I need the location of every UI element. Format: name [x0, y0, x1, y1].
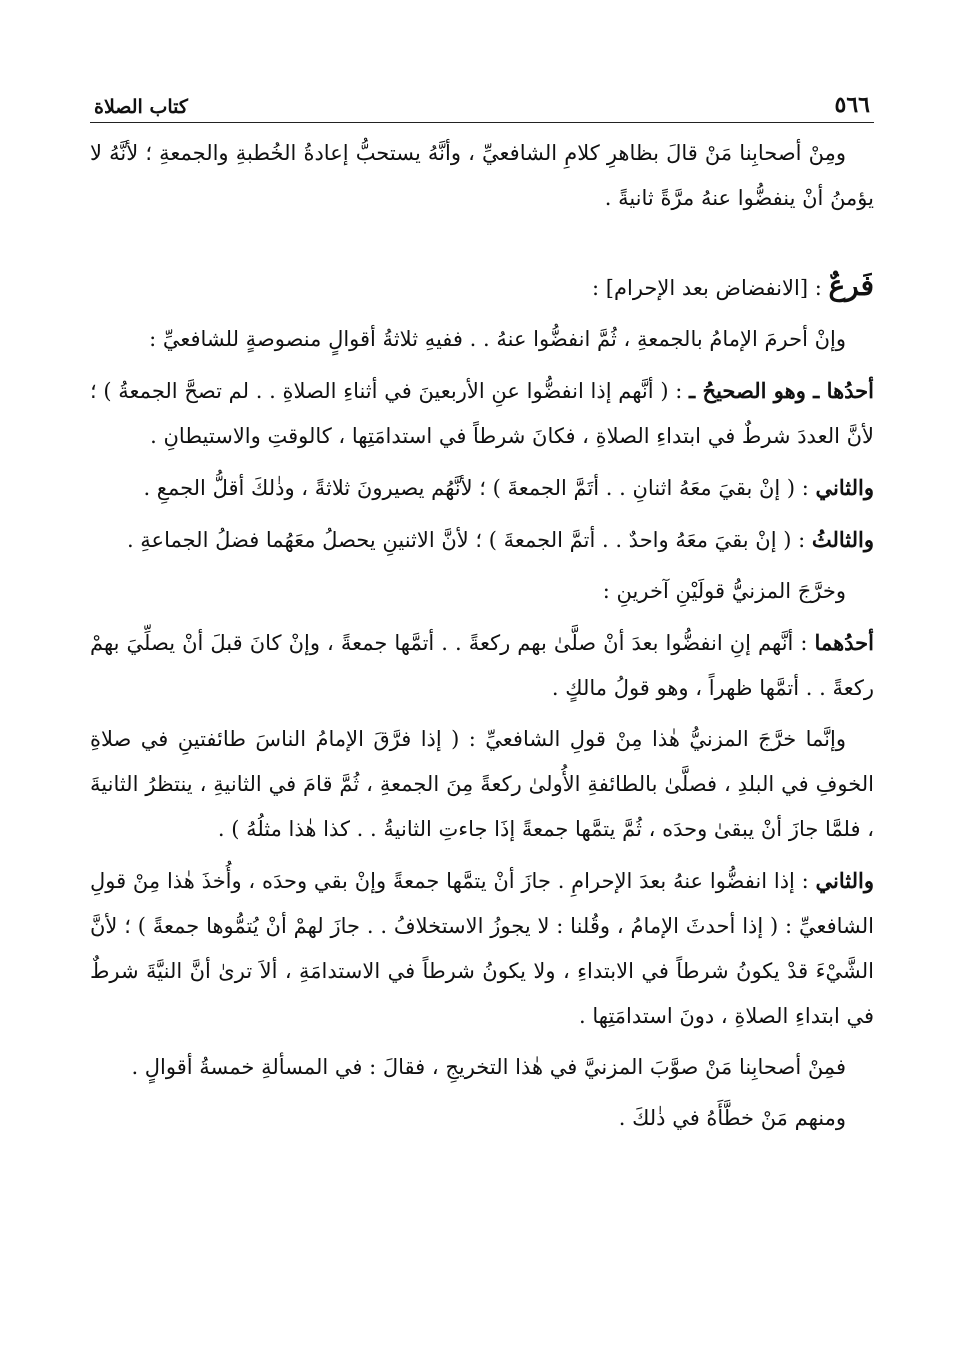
paragraph-lead: والثالثُ: [811, 527, 874, 552]
paragraph: [90, 717, 874, 852]
paragraph-lead: أحدُهما: [814, 630, 874, 655]
paragraph-text: : ( إنْ بقيَ معَهُ واحدٌ . . أتمَّ الجمعةَ ) ؛ لأنَّ الاثنينِ يحصلُ معَهُما فضلُ الجماعةِ .: [126, 528, 812, 552]
paragraph: [90, 620, 874, 711]
paragraph-lead: والثاني: [815, 868, 874, 893]
running-title: كتاب الصلاة: [94, 96, 188, 118]
page-body: [90, 123, 874, 1141]
paragraph: [90, 368, 874, 459]
section-gap: [90, 227, 874, 263]
paragraph-text: وخرَّجَ المزنيُّ قولَيْنِ آخرينِ :: [602, 579, 846, 603]
paragraph-text: ومنهم مَنْ خطَّأَهُ في ذٰلكَ .: [618, 1106, 846, 1130]
paragraph-lead: والثاني: [815, 475, 874, 500]
paragraph-text: : ( إنْ بقيَ معَهُ اثنانِ . . أتَمَّ الجمعةَ ) ؛ لأنَّهُم يصيرونَ ثلاثةً ، وذٰلكَ أقلُّ الجمعِ .: [143, 476, 816, 500]
paragraph-text: : أنَّهم إنِ انفضُّوا بعدَ أنْ صلَّىٰ بهم ركعةً . . أتمَّها جمعةً ، وإنْ كانَ قبلَ أنْ يصلِّيَ بهمْ ركعةً . . أتمَّها ظهراً ، وهو قولُ مالكٍ .: [90, 631, 874, 700]
section-heading: [90, 263, 874, 311]
section-title: : [الانفضاض بعد الإحرام] :: [592, 276, 829, 300]
paragraph-lead: أحدُها ـ وهو الصحيحُ ـ: [689, 378, 874, 403]
paragraph: [90, 1096, 874, 1141]
paragraph-text: فمِنْ أصحابِنا مَنْ صوَّبَ المزنيَّ في هٰذا التخريجِ ، فقالَ : في المسألةِ خمسةُ أقوالٍ .: [131, 1055, 846, 1079]
paragraph: [90, 569, 874, 614]
paragraph-text: ومِنْ أصحابِنا مَنْ قالَ بظاهرِ كلامِ الشافعيِّ ، وأنَّهُ يستحبُّ إعادةُ الخُطبةِ والجمعةِ ؛ لأنَّهُ لا يؤمنُ أنْ ينفضُّوا عنهُ مرَّةً ثانيةً .: [90, 141, 874, 210]
paragraph: [90, 131, 874, 221]
paragraph-text: : إذا انفضُّوا عنهُ بعدَ الإحرامِ . جازَ أنْ يتمَّها جمعةً وإنْ بقي وحدَه ، وأُخذَ هٰذا مِنْ قولِ الشافعيِّ : ( إذا أحدثَ الإمامُ ، وقُلنا : لا يجوزُ الاستخلافُ . . جازَ لهمْ أنْ يُتمُّوها جمعةً ) ؛ لأنَّ الشَّيْءَ قدْ يكونُ شرطاً في الابتداءِ ، ولا يكونُ شرطاً في الاستدامَةِ ، ألاَ ترىٰ أنَّ النيَّةَ شرطٌ في ابتداءِ الصلاةِ ، دونَ استدامَتِها .: [90, 869, 874, 1028]
paragraph: [90, 317, 874, 362]
paragraph-text: وإنْ أحرمَ الإمامُ بالجمعةِ ، ثُمَّ انفضُّوا عنهُ . . ففيهِ ثلاثةُ أقوالٍ منصوصةٍ للشافعيِّ :: [149, 327, 846, 351]
paragraph-text: وإنَّما خرَّجَ المزنيُّ هٰذا مِنْ قولِ الشافعيِّ : ( إذا فرَّقَ الإمامُ الناسَ طائفتينِ في صلاةِ الخوفِ في البلدِ ، فصلَّىٰ بالطائفةِ الأُولىٰ ركعةً مِنَ الجمعةِ ، ثُمَّ قامَ في الثانيةِ ، ينتظرُ الثانيةَ ، فلمَّا جازَ أنْ يبقىٰ وحدَه ، ثُمَّ يتمَّها جمعةً إذَا جاءتِ الثانيةُ . . كذا هٰذا مثلُهُ ) .: [90, 727, 874, 841]
paragraph: [90, 517, 874, 563]
paragraph-text: : ( أنَّهم إذا انفضُّوا عنِ الأربعينَ في أثناءِ الصلاةِ . . لم تصحَّ الجمعةُ ) ؛ لأنَّ العددَ شرطٌ في ابتداءِ الصلاةِ ، فكانَ شرطاً في استدامَتِها ، كالوقتِ والاستيطانِ .: [90, 379, 874, 448]
book-page: [90, 82, 874, 1147]
page-header: [90, 82, 874, 123]
paragraph: [90, 465, 874, 511]
page-number: ٥٦٦: [834, 92, 870, 118]
paragraph: [90, 858, 874, 1039]
paragraph: [90, 1045, 874, 1090]
section-word: فَرعٌ: [828, 269, 874, 302]
